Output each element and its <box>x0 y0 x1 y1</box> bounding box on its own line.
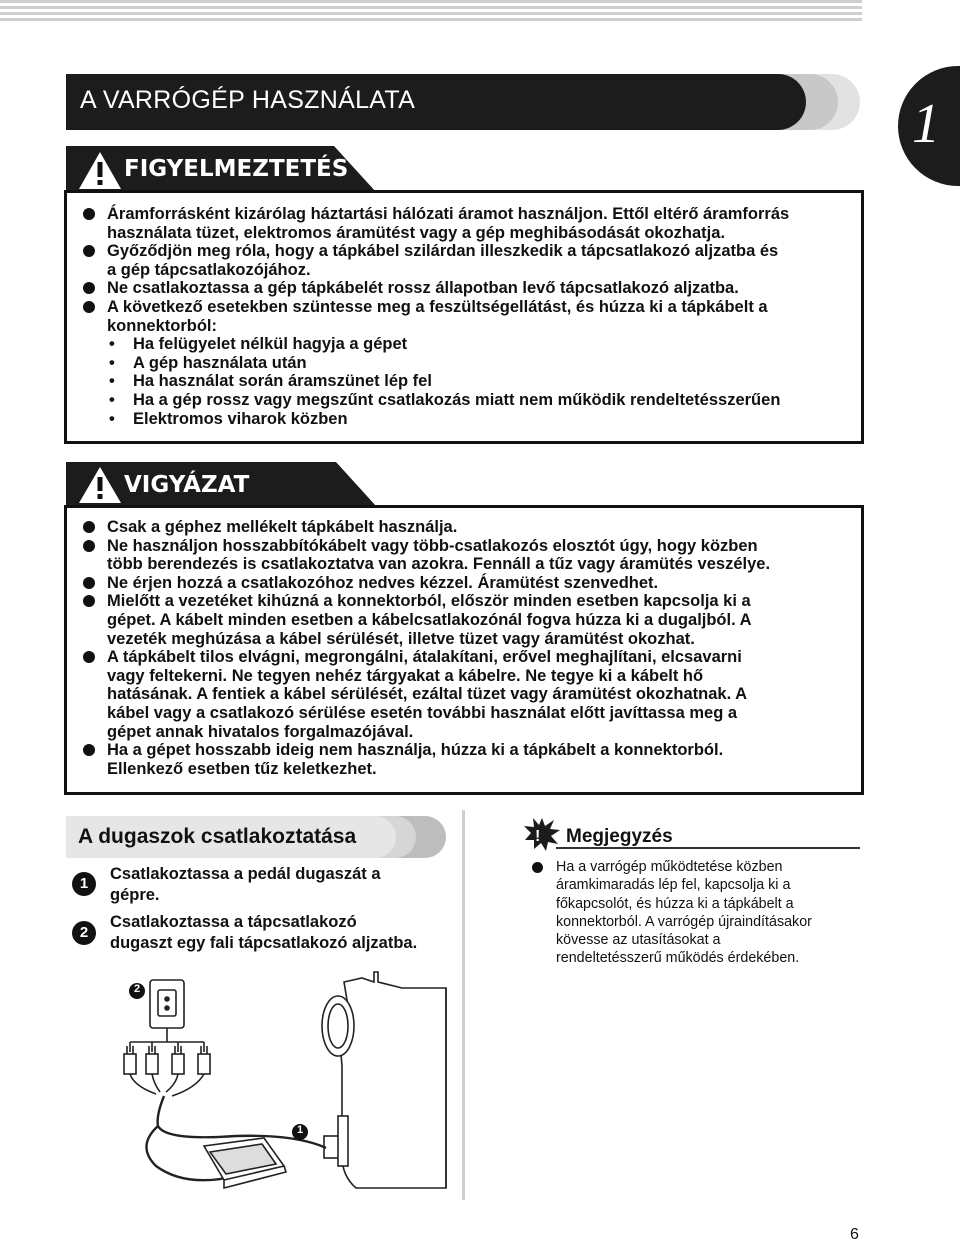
list-item <box>81 205 847 242</box>
list-item-line: Ha a gépet hosszabb ideig nem használja, húzza ki a tápkábelt a konnektorból. <box>107 741 724 760</box>
bullet <box>83 651 95 663</box>
list-item-line: Ellenkező esetben tűz keletkezhet. <box>107 759 377 778</box>
caution-list <box>81 518 847 778</box>
sub-list-item-text: Ha a gép rossz vagy megszűnt csatlakozás miatt nem működik rendeltetésszerűen <box>133 390 781 409</box>
figure-callout-label: 1 <box>296 1124 304 1136</box>
svg-text:!: ! <box>535 828 541 845</box>
list-item-line: gépet. A kábelt minden esetben a kábelcsatlakozónál fogva húzza ki a dugaljból. A <box>107 610 752 629</box>
sub-list-item-text: A gép használata után <box>133 353 307 372</box>
list-item <box>81 592 847 648</box>
sub-list-item <box>81 391 847 410</box>
note-line: áramkimaradás lép fel, kapcsolja ki a <box>556 877 791 894</box>
bullet <box>83 245 95 257</box>
list-item <box>81 648 847 741</box>
note-line: Ha a varrógép működtetése közben <box>556 859 783 875</box>
chapter-title-bar <box>66 74 806 130</box>
sub-list-item <box>81 372 847 391</box>
note-line: konnektorból. A varrógép újraindításakor <box>556 913 812 930</box>
section-header <box>66 816 396 858</box>
bullet <box>83 208 95 220</box>
list-item-line: a gép tápcsatlakozójához. <box>107 260 311 279</box>
list-item-line: vagy feltekerni. Ne tegyen nehéz tárgyakat a kábelre. Ne tegye ki a kábelt hő <box>107 666 704 685</box>
step-line: Csatlakoztassa a pedál dugaszát a <box>110 865 381 883</box>
list-item <box>81 518 847 537</box>
page-number: 6 <box>850 1226 859 1243</box>
step-number: 2 <box>72 921 96 945</box>
bullet: • <box>109 335 115 354</box>
note-line: rendeltetésszerű működés érdekében. <box>556 950 800 967</box>
list-item-line: Ne érjen hozzá a csatlakozóhoz nedves kézzel. Áramütést szenvedhet. <box>107 573 659 592</box>
sub-list-item-text: Ha felügyelet nélkül hagyja a gépet <box>133 335 408 354</box>
note-rule <box>556 847 860 849</box>
bullet: • <box>109 353 115 372</box>
bullet <box>83 521 95 533</box>
header-rule <box>0 0 862 30</box>
bullet: • <box>109 409 115 428</box>
sub-list-item-text: Elektromos viharok közben <box>133 409 348 428</box>
step-1-text <box>110 864 381 906</box>
list-item-line: Győződjön meg róla, hogy a tápkábel szilárdan illeszkedik a tápcsatlakozó aljzatba és <box>107 242 779 261</box>
list-item-line: vezeték meghúzása a kábel sérülését, illetve tüzet vagy áramütést okozhat. <box>107 629 695 648</box>
bullet <box>83 595 95 607</box>
bullet <box>83 301 95 313</box>
figure-callout-label: 2 <box>133 983 141 995</box>
sub-list-item <box>81 354 847 373</box>
list-item-line: hatásának. A fentiek a kábel sérülését, ezáltal tüzet vagy áramütést okozhatnak. A <box>107 685 748 704</box>
note-text <box>556 858 856 968</box>
chapter-tab <box>898 66 960 186</box>
sub-list-item-text: Ha használat során áramszünet lép fel <box>133 372 432 391</box>
step-2-text <box>110 912 417 954</box>
step-line: dugaszt egy fali tápcsatlakozó aljzatba. <box>110 934 418 952</box>
bullet <box>83 282 95 294</box>
step-number: 1 <box>72 872 96 896</box>
list-item <box>81 537 847 574</box>
bullet <box>83 540 95 552</box>
plug-connection-illustration <box>116 966 456 1196</box>
warning-list <box>81 205 847 428</box>
list-item-line: Áramforrásként kizárólag háztartási hálózati áramot használjon. Ettől eltérő áramforrás <box>107 205 790 223</box>
chapter-number: 1 <box>912 93 940 155</box>
step-line: Csatlakoztassa a tápcsatlakozó <box>110 913 357 931</box>
list-item-line: Ne használjon hosszabbítókábelt vagy több-csatlakozós elosztót úgy, hogy közben <box>107 536 758 555</box>
list-item-line: Ne csatlakoztassa a gép tápkábelét rossz állapotban levő tápcsatlakozó aljzatba. <box>107 279 739 298</box>
warning-box <box>64 190 864 444</box>
bullet: • <box>109 372 115 391</box>
list-item-line: konnektorból: <box>107 316 217 335</box>
caution-box <box>64 505 864 795</box>
bullet <box>83 577 95 589</box>
column-divider <box>462 810 465 1200</box>
sub-list-item <box>81 335 847 354</box>
list-item <box>81 298 847 335</box>
note-title: Megjegyzés <box>566 826 673 847</box>
list-item <box>81 574 847 593</box>
note-line: főkapcsolót, és húzza ki a tápkábelt a <box>556 895 794 912</box>
step-line: gépre. <box>110 886 160 904</box>
chapter-title: A VARRÓGÉP HASZNÁLATA <box>80 86 416 114</box>
list-item <box>81 741 847 778</box>
list-item <box>81 242 847 279</box>
list-item-line: használata tüzet, elektromos áramütést vagy a gép meghibásodását okozhatja. <box>107 223 726 242</box>
list-item-line: A következő esetekben szüntesse meg a feszültségellátást, és húzza ki a tápkábelt a <box>107 297 768 316</box>
list-item <box>81 279 847 298</box>
note-line: kövesse az utasításokat a <box>556 932 721 949</box>
sub-list-item <box>81 410 847 429</box>
list-item-line: gépet annak hivatalos forgalmazójával. <box>107 722 414 741</box>
list-item-line: kábel vagy a csatlakozó sérülése esetén további használat előtt javíttassa meg a <box>107 703 738 722</box>
list-item-line: A tápkábelt tilos elvágni, megrongálni, átalakítani, erővel meghajlítani, elcsavarni <box>107 648 742 667</box>
list-item-line: Csak a géphez mellékelt tápkábelt használja. <box>107 518 458 536</box>
bullet <box>83 744 95 756</box>
list-item-line: több berendezés is csatlakoztatva van azokra. Fennáll a tűz vagy áramütés veszélye. <box>107 555 771 574</box>
section-title: A dugaszok csatlakoztatása <box>78 825 357 848</box>
list-item-line: Mielőtt a vezetéket kihúzná a konnektorból, először minden esetben kapcsolja ki a <box>107 592 751 611</box>
bullet <box>532 862 543 873</box>
bullet: • <box>109 390 115 409</box>
caution-label: VIGYÁZAT <box>124 472 250 498</box>
warning-label: FIGYELMEZTETÉS <box>124 156 349 182</box>
